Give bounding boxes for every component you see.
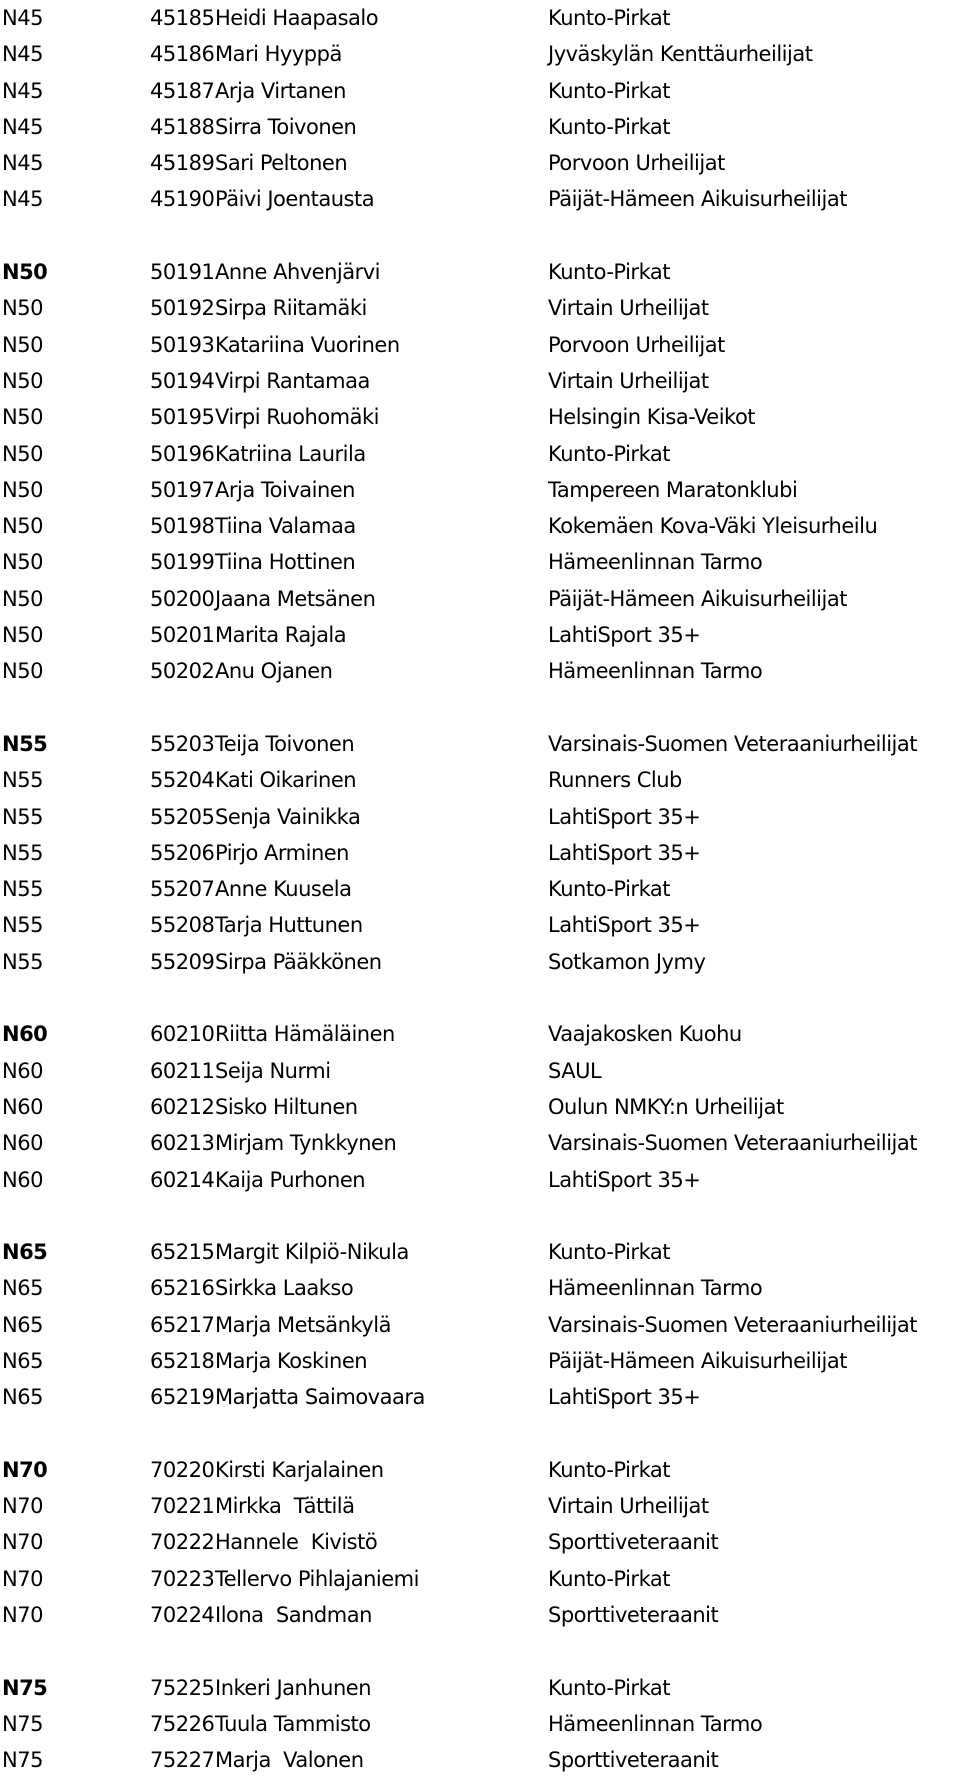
club-name: Kunto-Pirkat bbox=[548, 1457, 670, 1482]
participant-name: Katriina Laurila bbox=[215, 441, 366, 466]
bib-number: 55204 bbox=[150, 768, 215, 793]
participant-row bbox=[0, 1053, 960, 1089]
class-label: N65 bbox=[2, 1240, 48, 1265]
group-spacer bbox=[0, 1416, 960, 1452]
participant-name: Kaija Purhonen bbox=[215, 1167, 366, 1192]
club-name: Sporttiveteraanit bbox=[548, 1603, 719, 1628]
club-name: Hämeenlinnan Tarmo bbox=[548, 659, 763, 684]
participant-row bbox=[0, 109, 960, 145]
bib-number: 55209 bbox=[150, 949, 215, 974]
participant-name: Sari Peltonen bbox=[215, 151, 348, 176]
participant-row bbox=[0, 1379, 960, 1415]
club-name: Oulun NMKY:n Urheilijat bbox=[548, 1094, 784, 1119]
participant-row bbox=[0, 1343, 960, 1379]
class-label: N70 bbox=[2, 1494, 43, 1519]
club-name: Sotkamon Jymy bbox=[548, 949, 706, 974]
class-label: N75 bbox=[2, 1711, 43, 1736]
participant-name: Tellervo Pihlajaniemi bbox=[215, 1566, 419, 1591]
participant-name: Arja Virtanen bbox=[215, 78, 346, 103]
participant-name: Sirpa Riitamäki bbox=[215, 296, 367, 321]
class-label: N50 bbox=[2, 550, 43, 575]
bib-number: 55208 bbox=[150, 913, 215, 938]
bib-number: 50198 bbox=[150, 514, 215, 539]
participant-name: Kati Oikarinen bbox=[215, 768, 357, 793]
class-label: N55 bbox=[2, 913, 43, 938]
club-name: Kunto-Pirkat bbox=[548, 6, 670, 30]
class-group bbox=[0, 726, 960, 980]
club-name: Kunto-Pirkat bbox=[548, 78, 670, 103]
participant-row bbox=[0, 907, 960, 943]
club-name: Hämeenlinnan Tarmo bbox=[548, 1711, 763, 1736]
club-name: Päijät-Hämeen Aikuisurheilijat bbox=[548, 586, 847, 611]
class-label: N45 bbox=[2, 187, 43, 212]
club-name: Virtain Urheilijat bbox=[548, 1494, 709, 1519]
club-name: LahtiSport 35+ bbox=[548, 913, 701, 938]
bib-number: 70221 bbox=[150, 1494, 215, 1519]
group-spacer bbox=[0, 1633, 960, 1669]
bib-number: 70222 bbox=[150, 1530, 215, 1555]
participant-row bbox=[0, 1742, 960, 1778]
participant-name: Tuula Tammisto bbox=[215, 1711, 371, 1736]
participant-name: Mirkka Tättilä bbox=[215, 1494, 355, 1519]
participant-row bbox=[0, 508, 960, 544]
participant-row bbox=[0, 181, 960, 217]
participant-row bbox=[0, 1307, 960, 1343]
class-label: N50 bbox=[2, 659, 43, 684]
participant-name: Seija Nurmi bbox=[215, 1058, 331, 1083]
class-group bbox=[0, 254, 960, 690]
participant-name: Sirpa Pääkkönen bbox=[215, 949, 382, 974]
participant-row bbox=[0, 254, 960, 290]
bib-number: 50192 bbox=[150, 296, 215, 321]
participant-row bbox=[0, 617, 960, 653]
participant-row bbox=[0, 399, 960, 435]
participant-name: Senja Vainikka bbox=[215, 804, 361, 829]
class-label: N55 bbox=[2, 840, 43, 865]
participant-name: Hannele Kivistö bbox=[215, 1530, 378, 1555]
club-name: Kunto-Pirkat bbox=[548, 1240, 670, 1265]
class-label: N50 bbox=[2, 260, 48, 285]
class-label: N50 bbox=[2, 514, 43, 539]
participant-row bbox=[0, 290, 960, 326]
bib-number: 65219 bbox=[150, 1385, 215, 1410]
class-label: N50 bbox=[2, 368, 43, 393]
participant-name: Inkeri Janhunen bbox=[215, 1675, 372, 1700]
club-name: LahtiSport 35+ bbox=[548, 1167, 701, 1192]
club-name: LahtiSport 35+ bbox=[548, 804, 701, 829]
class-label: N60 bbox=[2, 1167, 43, 1192]
club-name: Porvoon Urheilijat bbox=[548, 151, 725, 176]
bib-number: 65218 bbox=[150, 1348, 215, 1373]
bib-number: 75226 bbox=[150, 1711, 215, 1736]
bib-number: 45186 bbox=[150, 42, 215, 67]
class-label: N75 bbox=[2, 1675, 48, 1700]
bib-number: 45188 bbox=[150, 114, 215, 139]
club-name: LahtiSport 35+ bbox=[548, 623, 701, 648]
bib-number: 55205 bbox=[150, 804, 215, 829]
participant-row bbox=[0, 0, 960, 36]
class-label: N55 bbox=[2, 804, 43, 829]
participant-row bbox=[0, 799, 960, 835]
club-name: Kunto-Pirkat bbox=[548, 114, 670, 139]
participant-row bbox=[0, 581, 960, 617]
bib-number: 65216 bbox=[150, 1276, 215, 1301]
participant-row bbox=[0, 726, 960, 762]
participant-name: Katariina Vuorinen bbox=[215, 332, 400, 357]
class-label: N50 bbox=[2, 441, 43, 466]
club-name: Varsinais-Suomen Veteraaniurheilijat bbox=[548, 731, 917, 756]
bib-number: 60212 bbox=[150, 1094, 215, 1119]
bib-number: 50193 bbox=[150, 332, 215, 357]
class-label: N65 bbox=[2, 1385, 43, 1410]
participant-row bbox=[0, 36, 960, 72]
participant-name: Mirjam Tynkkynen bbox=[215, 1131, 397, 1156]
participant-name: Tarja Huttunen bbox=[215, 913, 363, 938]
participant-row bbox=[0, 1016, 960, 1052]
bib-number: 60214 bbox=[150, 1167, 215, 1192]
group-spacer bbox=[0, 980, 960, 1016]
club-name: Virtain Urheilijat bbox=[548, 368, 709, 393]
bib-number: 60213 bbox=[150, 1131, 215, 1156]
class-group bbox=[0, 0, 960, 218]
participant-row bbox=[0, 1524, 960, 1560]
bib-number: 65215 bbox=[150, 1240, 215, 1265]
participant-row bbox=[0, 762, 960, 798]
participant-name: Pirjo Arminen bbox=[215, 840, 349, 865]
club-name: Päijät-Hämeen Aikuisurheilijat bbox=[548, 1348, 847, 1373]
bib-number: 50195 bbox=[150, 405, 215, 430]
participant-name: Marita Rajala bbox=[215, 623, 347, 648]
participant-name: Ilona Sandman bbox=[215, 1603, 372, 1628]
club-name: Sporttiveteraanit bbox=[548, 1530, 719, 1555]
participant-name: Mari Hyyppä bbox=[215, 42, 342, 67]
class-label: N50 bbox=[2, 477, 43, 502]
bib-number: 75227 bbox=[150, 1748, 215, 1773]
class-group bbox=[0, 1234, 960, 1415]
club-name: Helsingin Kisa-Veikot bbox=[548, 405, 756, 430]
bib-number: 55207 bbox=[150, 877, 215, 902]
bib-number: 50197 bbox=[150, 477, 215, 502]
class-label: N65 bbox=[2, 1348, 43, 1373]
club-name: LahtiSport 35+ bbox=[548, 1385, 701, 1410]
participant-name: Teija Toivonen bbox=[215, 731, 355, 756]
club-name: Päijät-Hämeen Aikuisurheilijat bbox=[548, 187, 847, 212]
class-label: N70 bbox=[2, 1457, 48, 1482]
bib-number: 55203 bbox=[150, 731, 215, 756]
participant-row bbox=[0, 835, 960, 871]
club-name: Varsinais-Suomen Veteraaniurheilijat bbox=[548, 1312, 917, 1337]
participant-name: Margit Kilpiö-Nikula bbox=[215, 1240, 409, 1265]
group-spacer bbox=[0, 218, 960, 254]
participant-row bbox=[0, 1670, 960, 1706]
group-spacer bbox=[0, 690, 960, 726]
bib-number: 55206 bbox=[150, 840, 215, 865]
club-name: Kunto-Pirkat bbox=[548, 441, 670, 466]
bib-number: 70220 bbox=[150, 1457, 215, 1482]
class-group bbox=[0, 1016, 960, 1197]
club-name: Kunto-Pirkat bbox=[548, 877, 670, 902]
class-label: N60 bbox=[2, 1131, 43, 1156]
bib-number: 70224 bbox=[150, 1603, 215, 1628]
participant-name: Marja Metsänkylä bbox=[215, 1312, 391, 1337]
class-label: N65 bbox=[2, 1312, 43, 1337]
participant-row bbox=[0, 1561, 960, 1597]
participant-row bbox=[0, 73, 960, 109]
club-name: SAUL bbox=[548, 1058, 602, 1083]
bib-number: 45189 bbox=[150, 151, 215, 176]
participant-name: Kirsti Karjalainen bbox=[215, 1457, 384, 1482]
class-label: N45 bbox=[2, 78, 43, 103]
bib-number: 50200 bbox=[150, 586, 215, 611]
class-label: N75 bbox=[2, 1748, 43, 1773]
class-label: N50 bbox=[2, 296, 43, 321]
class-group bbox=[0, 1452, 960, 1633]
bib-number: 60210 bbox=[150, 1022, 215, 1047]
participant-name: Arja Toivainen bbox=[215, 477, 355, 502]
bib-number: 50191 bbox=[150, 260, 215, 285]
club-name: Porvoon Urheilijat bbox=[548, 332, 725, 357]
class-label: N50 bbox=[2, 405, 43, 430]
bib-number: 50202 bbox=[150, 659, 215, 684]
club-name: Hämeenlinnan Tarmo bbox=[548, 1276, 763, 1301]
participant-row bbox=[0, 1270, 960, 1306]
participant-name: Virpi Ruohomäki bbox=[215, 405, 379, 430]
bib-number: 50201 bbox=[150, 623, 215, 648]
bib-number: 45187 bbox=[150, 78, 215, 103]
group-spacer bbox=[0, 1198, 960, 1234]
class-label: N55 bbox=[2, 768, 43, 793]
club-name: Jyväskylän Kenttäurheilijat bbox=[548, 42, 813, 67]
class-label: N60 bbox=[2, 1022, 48, 1047]
participant-row bbox=[0, 327, 960, 363]
class-label: N45 bbox=[2, 114, 43, 139]
participant-name: Riitta Hämäläinen bbox=[215, 1022, 395, 1047]
club-name: Kunto-Pirkat bbox=[548, 1566, 670, 1591]
participant-row bbox=[0, 436, 960, 472]
participant-name: Sisko Hiltunen bbox=[215, 1094, 358, 1119]
bib-number: 75225 bbox=[150, 1675, 215, 1700]
class-label: N60 bbox=[2, 1058, 43, 1083]
participant-row bbox=[0, 1488, 960, 1524]
club-name: Kunto-Pirkat bbox=[548, 1675, 670, 1700]
participant-name: Sirra Toivonen bbox=[215, 114, 357, 139]
club-name: Sporttiveteraanit bbox=[548, 1748, 719, 1773]
club-name: Vaajakosken Kuohu bbox=[548, 1022, 742, 1047]
club-name: Runners Club bbox=[548, 768, 682, 793]
bib-number: 50196 bbox=[150, 441, 215, 466]
participant-name: Sirkka Laakso bbox=[215, 1276, 354, 1301]
participant-row bbox=[0, 653, 960, 689]
participant-name: Marja Koskinen bbox=[215, 1348, 368, 1373]
class-label: N55 bbox=[2, 731, 48, 756]
bib-number: 60211 bbox=[150, 1058, 215, 1083]
class-label: N50 bbox=[2, 332, 43, 357]
bib-number: 50199 bbox=[150, 550, 215, 575]
participant-row bbox=[0, 472, 960, 508]
participant-row bbox=[0, 1234, 960, 1270]
participant-row bbox=[0, 145, 960, 181]
participant-row bbox=[0, 1706, 960, 1742]
club-name: Varsinais-Suomen Veteraaniurheilijat bbox=[548, 1131, 917, 1156]
participant-row bbox=[0, 1452, 960, 1488]
class-label: N45 bbox=[2, 42, 43, 67]
club-name: Hämeenlinnan Tarmo bbox=[548, 550, 763, 575]
bib-number: 70223 bbox=[150, 1566, 215, 1591]
bib-number: 45190 bbox=[150, 187, 215, 212]
class-label: N65 bbox=[2, 1276, 43, 1301]
class-label: N60 bbox=[2, 1094, 43, 1119]
participant-row bbox=[0, 1125, 960, 1161]
club-name: Kunto-Pirkat bbox=[548, 260, 670, 285]
class-label: N50 bbox=[2, 623, 43, 648]
participant-name: Marja Valonen bbox=[215, 1748, 364, 1773]
participant-row bbox=[0, 1597, 960, 1633]
participant-name: Anne Kuusela bbox=[215, 877, 352, 902]
class-label: N55 bbox=[2, 877, 43, 902]
participant-row bbox=[0, 944, 960, 980]
participant-name: Jaana Metsänen bbox=[215, 586, 376, 611]
bib-number: 50194 bbox=[150, 368, 215, 393]
bib-number: 45185 bbox=[150, 6, 215, 30]
participant-name: Tiina Hottinen bbox=[215, 550, 356, 575]
participant-name: Tiina Valamaa bbox=[215, 514, 356, 539]
class-label: N70 bbox=[2, 1603, 43, 1628]
class-label: N70 bbox=[2, 1566, 43, 1591]
class-label: N45 bbox=[2, 151, 43, 176]
participant-name: Anne Ahvenjärvi bbox=[215, 260, 381, 285]
club-name: Kokemäen Kova-Väki Yleisurheilu bbox=[548, 514, 878, 539]
class-label: N45 bbox=[2, 6, 43, 30]
class-label: N70 bbox=[2, 1530, 43, 1555]
participant-row bbox=[0, 1089, 960, 1125]
participant-row bbox=[0, 1162, 960, 1198]
participant-row bbox=[0, 544, 960, 580]
participant-name: Heidi Haapasalo bbox=[215, 6, 379, 30]
class-label: N55 bbox=[2, 949, 43, 974]
club-name: Tampereen Maratonklubi bbox=[548, 477, 798, 502]
participant-name: Marjatta Saimovaara bbox=[215, 1385, 425, 1410]
participant-row bbox=[0, 871, 960, 907]
club-name: Virtain Urheilijat bbox=[548, 296, 709, 321]
club-name: LahtiSport 35+ bbox=[548, 840, 701, 865]
class-group bbox=[0, 1670, 960, 1779]
bib-number: 65217 bbox=[150, 1312, 215, 1337]
class-label: N50 bbox=[2, 586, 43, 611]
participant-name: Päivi Joentausta bbox=[215, 187, 375, 212]
participant-name: Virpi Rantamaa bbox=[215, 368, 370, 393]
participant-name: Anu Ojanen bbox=[215, 659, 333, 684]
participant-row bbox=[0, 363, 960, 399]
